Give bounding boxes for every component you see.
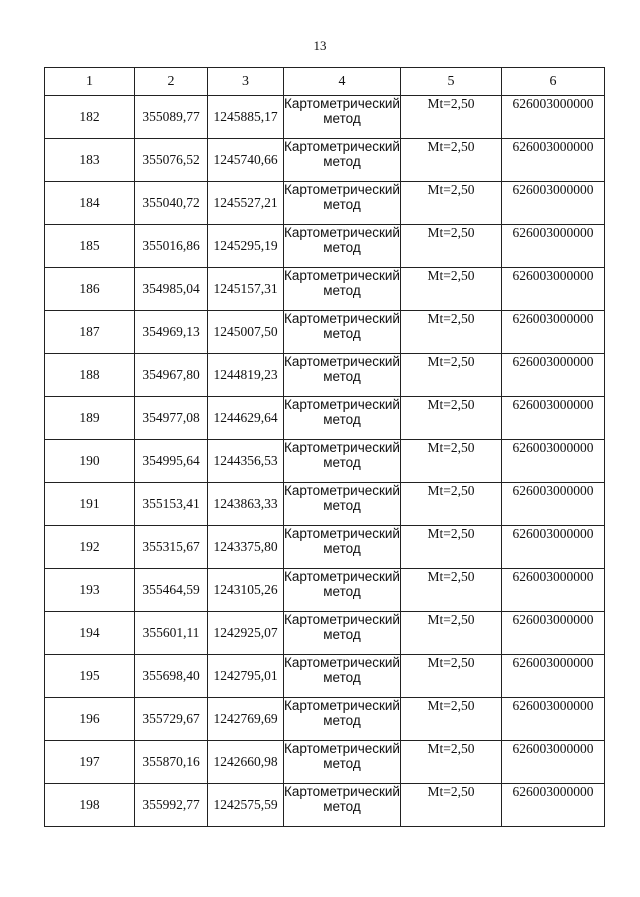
- table-row: [45, 698, 605, 741]
- accuracy-cell: Mt=2,50: [401, 96, 502, 139]
- table-row: [45, 440, 605, 483]
- table-body: [45, 96, 605, 827]
- x-coordinate-cell: 354985,04: [135, 268, 208, 311]
- accuracy-cell: Mt=2,50: [401, 268, 502, 311]
- accuracy-cell: Mt=2,50: [401, 440, 502, 483]
- y-coordinate-cell: 1242795,01: [208, 655, 284, 698]
- x-coordinate-cell: 355698,40: [135, 655, 208, 698]
- table-row: [45, 612, 605, 655]
- y-coordinate-cell: 1244819,23: [208, 354, 284, 397]
- point-number-cell: 187: [45, 311, 135, 354]
- header-row: [45, 68, 605, 96]
- point-number-cell: 192: [45, 526, 135, 569]
- method-cell: Картометрический метод: [284, 96, 401, 139]
- x-coordinate-cell: 355992,77: [135, 784, 208, 827]
- code-cell: 626003000000: [502, 311, 605, 354]
- code-cell: 626003000000: [502, 569, 605, 612]
- table-row: [45, 139, 605, 182]
- x-coordinate-cell: 355315,67: [135, 526, 208, 569]
- y-coordinate-cell: 1243105,26: [208, 569, 284, 612]
- point-number-cell: 184: [45, 182, 135, 225]
- y-coordinate-cell: 1245885,17: [208, 96, 284, 139]
- table-row: [45, 741, 605, 784]
- point-number-cell: 194: [45, 612, 135, 655]
- accuracy-cell: Mt=2,50: [401, 182, 502, 225]
- x-coordinate-cell: 355870,16: [135, 741, 208, 784]
- x-coordinate-cell: 355464,59: [135, 569, 208, 612]
- accuracy-cell: Mt=2,50: [401, 612, 502, 655]
- accuracy-cell: Mt=2,50: [401, 698, 502, 741]
- point-number-cell: 198: [45, 784, 135, 827]
- table-row: [45, 182, 605, 225]
- y-coordinate-cell: 1245007,50: [208, 311, 284, 354]
- x-coordinate-cell: 355076,52: [135, 139, 208, 182]
- method-cell: Картометрический метод: [284, 698, 401, 741]
- code-cell: 626003000000: [502, 526, 605, 569]
- y-coordinate-cell: 1245157,31: [208, 268, 284, 311]
- method-cell: Картометрический метод: [284, 741, 401, 784]
- column-header-6: 6: [502, 68, 605, 96]
- x-coordinate-cell: 355089,77: [135, 96, 208, 139]
- column-header-2: 2: [135, 68, 208, 96]
- y-coordinate-cell: 1245527,21: [208, 182, 284, 225]
- point-number-cell: 193: [45, 569, 135, 612]
- y-coordinate-cell: 1243863,33: [208, 483, 284, 526]
- x-coordinate-cell: 355601,11: [135, 612, 208, 655]
- code-cell: 626003000000: [502, 139, 605, 182]
- method-cell: Картометрический метод: [284, 182, 401, 225]
- column-header-1: 1: [45, 68, 135, 96]
- method-cell: Картометрический метод: [284, 569, 401, 612]
- table-row: [45, 526, 605, 569]
- code-cell: 626003000000: [502, 440, 605, 483]
- method-cell: Картометрический метод: [284, 354, 401, 397]
- accuracy-cell: Mt=2,50: [401, 569, 502, 612]
- table-row: [45, 96, 605, 139]
- point-number-cell: 190: [45, 440, 135, 483]
- point-number-cell: 196: [45, 698, 135, 741]
- method-cell: Картометрический метод: [284, 612, 401, 655]
- y-coordinate-cell: 1242575,59: [208, 784, 284, 827]
- x-coordinate-cell: 355729,67: [135, 698, 208, 741]
- code-cell: 626003000000: [502, 741, 605, 784]
- table-row: [45, 569, 605, 612]
- code-cell: 626003000000: [502, 655, 605, 698]
- point-number-cell: 183: [45, 139, 135, 182]
- y-coordinate-cell: 1242925,07: [208, 612, 284, 655]
- table-row: [45, 354, 605, 397]
- coordinates-table: [44, 67, 605, 827]
- table-row: [45, 655, 605, 698]
- y-coordinate-cell: 1242660,98: [208, 741, 284, 784]
- code-cell: 626003000000: [502, 96, 605, 139]
- y-coordinate-cell: 1245740,66: [208, 139, 284, 182]
- table-row: [45, 225, 605, 268]
- table-row: [45, 311, 605, 354]
- code-cell: 626003000000: [502, 612, 605, 655]
- accuracy-cell: Mt=2,50: [401, 741, 502, 784]
- method-cell: Картометрический метод: [284, 440, 401, 483]
- point-number-cell: 191: [45, 483, 135, 526]
- method-cell: Картометрический метод: [284, 225, 401, 268]
- point-number-cell: 197: [45, 741, 135, 784]
- x-coordinate-cell: 354969,13: [135, 311, 208, 354]
- x-coordinate-cell: 354977,08: [135, 397, 208, 440]
- x-coordinate-cell: 355040,72: [135, 182, 208, 225]
- point-number-cell: 185: [45, 225, 135, 268]
- y-coordinate-cell: 1244356,53: [208, 440, 284, 483]
- point-number-cell: 182: [45, 96, 135, 139]
- y-coordinate-cell: 1244629,64: [208, 397, 284, 440]
- x-coordinate-cell: 354995,64: [135, 440, 208, 483]
- point-number-cell: 189: [45, 397, 135, 440]
- table-row: [45, 784, 605, 827]
- table-row: [45, 397, 605, 440]
- method-cell: Картометрический метод: [284, 655, 401, 698]
- column-header-5: 5: [401, 68, 502, 96]
- page-number: 13: [313, 38, 327, 53]
- accuracy-cell: Mt=2,50: [401, 526, 502, 569]
- method-cell: Картометрический метод: [284, 784, 401, 827]
- method-cell: Картометрический метод: [284, 268, 401, 311]
- x-coordinate-cell: 355016,86: [135, 225, 208, 268]
- y-coordinate-cell: 1242769,69: [208, 698, 284, 741]
- accuracy-cell: Mt=2,50: [401, 225, 502, 268]
- code-cell: 626003000000: [502, 268, 605, 311]
- code-cell: 626003000000: [502, 397, 605, 440]
- x-coordinate-cell: 354967,80: [135, 354, 208, 397]
- method-cell: Картометрический метод: [284, 139, 401, 182]
- method-cell: Картометрический метод: [284, 311, 401, 354]
- accuracy-cell: Mt=2,50: [401, 139, 502, 182]
- point-number-cell: 186: [45, 268, 135, 311]
- method-cell: Картометрический метод: [284, 397, 401, 440]
- method-cell: Картометрический метод: [284, 526, 401, 569]
- y-coordinate-cell: 1243375,80: [208, 526, 284, 569]
- accuracy-cell: Mt=2,50: [401, 483, 502, 526]
- code-cell: 626003000000: [502, 182, 605, 225]
- x-coordinate-cell: 355153,41: [135, 483, 208, 526]
- accuracy-cell: Mt=2,50: [401, 397, 502, 440]
- code-cell: 626003000000: [502, 483, 605, 526]
- point-number-cell: 188: [45, 354, 135, 397]
- table-row: [45, 268, 605, 311]
- accuracy-cell: Mt=2,50: [401, 311, 502, 354]
- column-header-4: 4: [284, 68, 401, 96]
- accuracy-cell: Mt=2,50: [401, 655, 502, 698]
- table-row: [45, 483, 605, 526]
- code-cell: 626003000000: [502, 354, 605, 397]
- accuracy-cell: Mt=2,50: [401, 784, 502, 827]
- column-header-3: 3: [208, 68, 284, 96]
- accuracy-cell: Mt=2,50: [401, 354, 502, 397]
- code-cell: 626003000000: [502, 698, 605, 741]
- point-number-cell: 195: [45, 655, 135, 698]
- code-cell: 626003000000: [502, 784, 605, 827]
- y-coordinate-cell: 1245295,19: [208, 225, 284, 268]
- code-cell: 626003000000: [502, 225, 605, 268]
- method-cell: Картометрический метод: [284, 483, 401, 526]
